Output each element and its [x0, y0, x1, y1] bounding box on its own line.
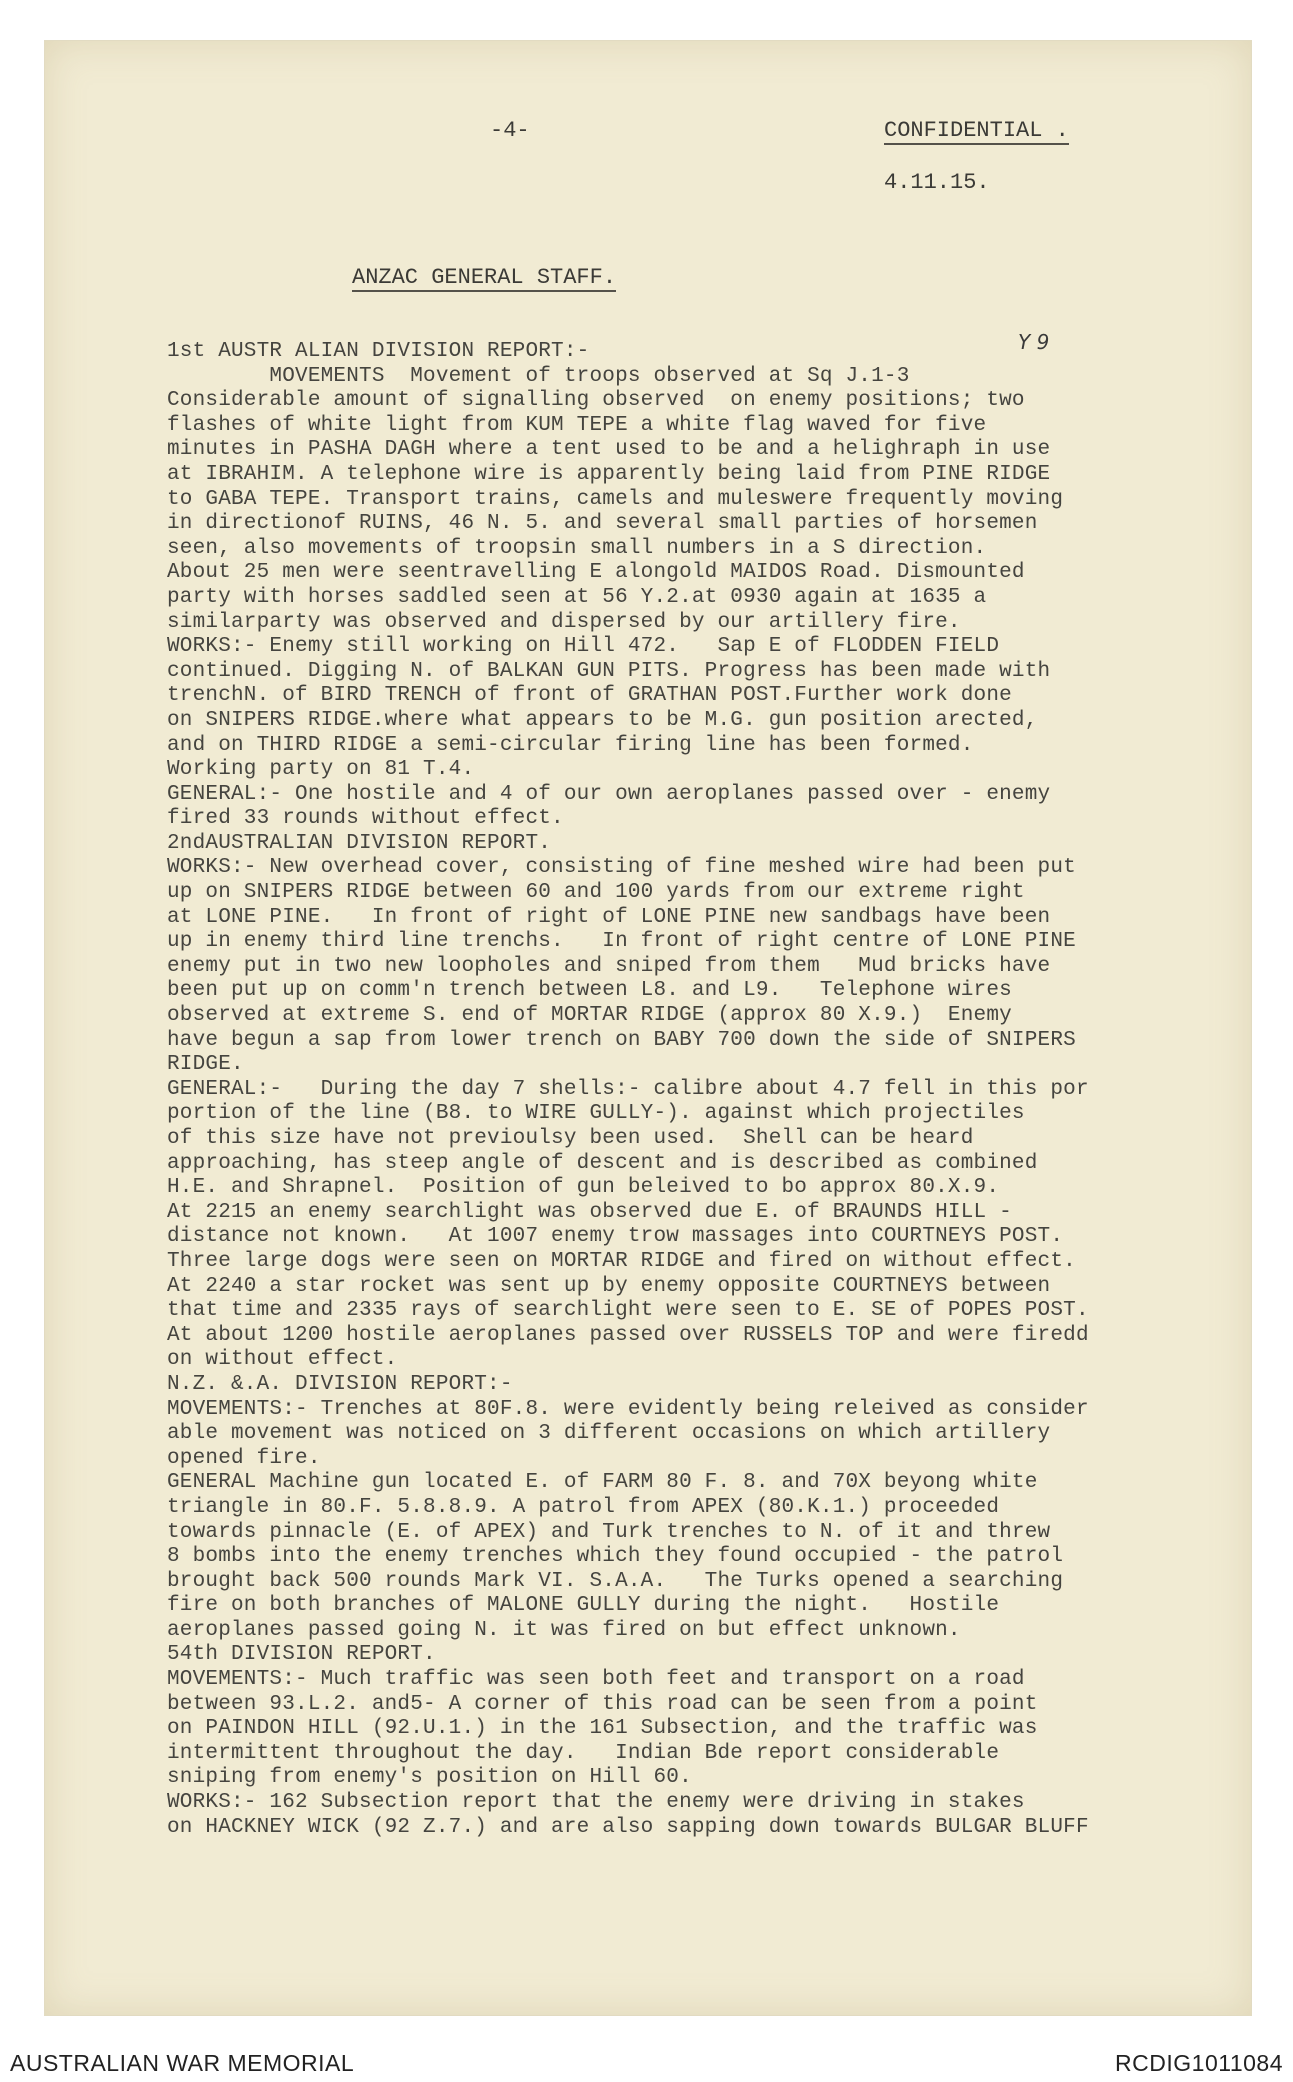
text-line: RIDGE. — [167, 1053, 244, 1077]
page-number: -4- — [490, 118, 530, 143]
text-line: At 2240 a star rocket was sent up by enemy opposite COURTNEYS between — [167, 1274, 1051, 1298]
text-line: portion of the line (B8. to WIRE GULLY-). against which projectiles — [167, 1102, 1025, 1126]
text-line: on PAINDON HILL (92.U.1.) in the 161 Subsection, and the traffic was — [167, 1717, 1038, 1741]
text-line: continued. Digging N. of BALKAN GUN PITS. Progress has been made with — [167, 659, 1051, 683]
text-line: WORKS:- Enemy still working on Hill 472. Sap E of FLODDEN FIELD — [167, 635, 1000, 659]
text-line: on SNIPERS RIDGE.where what appears to be M.G. gun position arected, — [167, 708, 1038, 732]
text-line: flashes of white light from KUM TEPE a white flag waved for five — [167, 413, 987, 437]
text-line: distance not known. At 1007 enemy trow massages into COURTNEYS POST. — [167, 1225, 1064, 1249]
text-line: 8 bombs into the enemy trenches which they found occupied - the patrol — [167, 1545, 1064, 1569]
text-line: enemy put in two new loopholes and sniped from them Mud bricks have — [167, 954, 1051, 978]
text-line: N.Z. &.A. DIVISION REPORT:- — [167, 1372, 513, 1396]
text-line: similarparty was observed and dispersed by our artillery fire. — [167, 610, 961, 634]
handwritten-note: Y 9 — [1018, 330, 1050, 354]
text-line: towards pinnacle (E. of APEX) and Turk trenches to N. of it and threw — [167, 1520, 1051, 1544]
text-line: fire on both branches of MALONE GULLY during the night. Hostile — [167, 1594, 1000, 1618]
text-line: aeroplanes passed going N. it was fired on but effect unknown. — [167, 1618, 961, 1642]
text-line: triangle in 80.F. 5.8.8.9. A patrol from APEX (80.K.1.) proceeded — [167, 1495, 1000, 1519]
report-body — [167, 340, 1257, 1840]
footer-reference: RCDIG1011084 — [1115, 2050, 1283, 2076]
text-line: between 93.L.2. and5- A corner of this road can be seen from a point — [167, 1692, 1038, 1716]
text-line: have begun a sap from lower trench on BABY 700 down the side of SNIPERS — [167, 1028, 1076, 1052]
text-line: WORKS:- 162 Subsection report that the enemy were driving in stakes — [167, 1791, 1025, 1815]
text-line: been put up on comm'n trench between L8. and L9. Telephone wires — [167, 979, 1012, 1003]
text-line: H.E. and Shrapnel. Position of gun beleived to bo approx 80.X.9. — [167, 1176, 1000, 1200]
text-line: and on THIRD RIDGE a semi-circular firing line has been formed. — [167, 733, 974, 757]
text-line: at LONE PINE. In front of right of LONE PINE new sandbags have been — [167, 905, 1051, 929]
footer-source: AUSTRALIAN WAR MEMORIAL — [10, 2050, 355, 2076]
text-line: up on SNIPERS RIDGE between 60 and 100 yards from our extreme right — [167, 881, 1025, 905]
text-line: MOVEMENTS:- Trenches at 80F.8. were evidently being releived as consider — [167, 1397, 1089, 1421]
text-line: GENERAL:- During the day 7 shells:- calibre about 4.7 fell in this por — [167, 1077, 1089, 1101]
text-line: Considerable amount of signalling observed on enemy positions; two — [167, 389, 1025, 413]
text-line: About 25 men were seentravelling E alongold MAIDOS Road. Dismounted — [167, 561, 1025, 585]
text-line: Three large dogs were seen on MORTAR RIDGE and fired on without effect. — [167, 1249, 1076, 1273]
document-title: ANZAC GENERAL STAFF. — [352, 265, 617, 290]
text-line: to GABA TEPE. Transport trains, camels and muleswere frequently moving — [167, 487, 1064, 511]
text-line: at IBRAHIM. A telephone wire is apparently being laid from PINE RIDGE — [167, 462, 1051, 486]
text-line: seen, also movements of troopsin small numbers in a S direction. — [167, 536, 987, 560]
text-line: opened fire. — [167, 1446, 321, 1470]
text-line: minutes in PASHA DAGH where a tent used to be and a helighraph in use — [167, 438, 1051, 462]
text-line: GENERAL:- One hostile and 4 of our own aeroplanes passed over - enemy — [167, 782, 1051, 806]
text-line: of this size have not previoulsy been used. Shell can be heard — [167, 1127, 974, 1150]
text-line: fired 33 rounds without effect. — [167, 807, 564, 831]
text-line: up in enemy third line trenchs. In front of right centre of LONE PINE — [167, 930, 1076, 954]
classification-label — [884, 118, 1069, 143]
text-line: party with horses saddled seen at 56 Y.2.at 0930 again at 1635 a — [167, 585, 987, 609]
text-line: sniping from enemy's position on Hill 60. — [167, 1766, 692, 1790]
text-line: MOVEMENTS Movement of troops observed at Sq J.1-3 — [167, 364, 910, 388]
text-line: that time and 2335 rays of searchlight were seen to E. SE of POPES POST. — [167, 1299, 1089, 1323]
text-line: on without effect. — [167, 1348, 398, 1372]
text-line: brought back 500 rounds Mark VI. S.A.A. The Turks opened a searching — [167, 1569, 1064, 1593]
text-line: At 2215 an enemy searchlight was observed due E. of BRAUNDS HILL - — [167, 1200, 1012, 1224]
text-line: WORKS:- New overhead cover, consisting of fine meshed wire had been put — [167, 856, 1076, 880]
document-date: 4.11.15. — [884, 170, 990, 195]
text-line: At about 1200 hostile aeroplanes passed over RUSSELS TOP and were firedd — [167, 1323, 1089, 1347]
text-line: Working party on 81 T.4. — [167, 758, 475, 782]
classification-text: CONFIDENTIAL . — [884, 118, 1069, 143]
text-line: observed at extreme S. end of MORTAR RIDGE (approx 80 X.9.) Enemy — [167, 1004, 1012, 1028]
text-line: on HACKNEY WICK (92 Z.7.) and are also sapping down towards BULGAR BLUFF — [167, 1815, 1089, 1839]
text-line: GENERAL Machine gun located E. of FARM 80 F. 8. and 70X beyong white — [167, 1471, 1038, 1495]
text-line: approaching, has steep angle of descent and is described as combined — [167, 1151, 1038, 1175]
text-line: 2ndAUSTRALIAN DIVISION REPORT. — [167, 831, 552, 855]
text-line: 54th DIVISION REPORT. — [167, 1643, 436, 1667]
text-line: in directionof RUINS, 46 N. 5. and several small parties of horsemen — [167, 512, 1038, 536]
text-line: able movement was noticed on 3 different occasions on which artillery — [167, 1422, 1051, 1446]
text-line: MOVEMENTS:- Much traffic was seen both feet and transport on a road — [167, 1668, 1025, 1692]
text-line: intermittent throughout the day. Indian Bde report considerable — [167, 1741, 1000, 1765]
text-line: trenchN. of BIRD TRENCH of front of GRATHAN POST.Further work done — [167, 684, 1012, 708]
text-line: 1st AUSTR ALIAN DIVISION REPORT:- — [167, 340, 590, 363]
